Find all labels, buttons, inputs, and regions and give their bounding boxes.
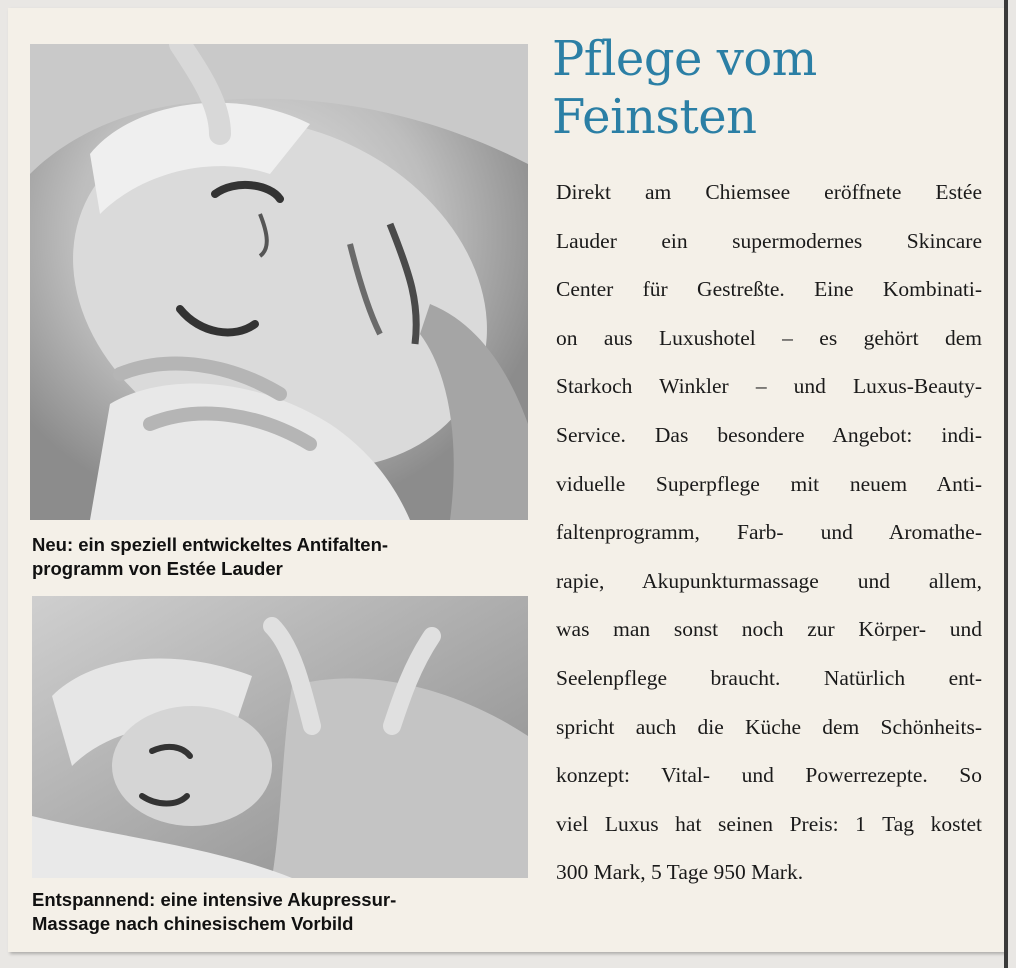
- article-body-line: konzept: Vital- und Powerrezepte. So: [556, 763, 982, 788]
- article-body-line: on aus Luxushotel – es gehört dem: [556, 325, 982, 350]
- page-edge: [1004, 0, 1008, 968]
- massage-photo: [32, 596, 528, 878]
- facial-treatment-photo: [30, 44, 528, 520]
- article-body-line: faltenprogramm, Farb- und Aromathe-: [556, 520, 982, 545]
- article-body-line: spricht auch die Küche dem Schönheits-: [556, 714, 982, 739]
- facial-treatment-illustration: [30, 44, 528, 520]
- massage-illustration: [32, 596, 528, 878]
- article-body-line: viel Luxus hat seinen Preis: 1 Tag kostet: [556, 811, 982, 836]
- article-body-line: viduelle Superpflege mit neuem Anti-: [556, 471, 982, 496]
- article-body-line: Lauder ein supermodernes Skincare: [556, 228, 982, 253]
- article-body-line: Service. Das besondere Angebot: indi-: [556, 422, 982, 447]
- article-body-line: rapie, Akupunkturmassage und allem,: [556, 568, 982, 593]
- photo-caption-bottom: Entspannend: eine intensive Akupressur- Massage nach chinesischem Vorbild: [32, 889, 397, 934]
- article-body-line: 300 Mark, 5 Tage 950 Mark.: [556, 860, 804, 885]
- article-body-line: was man sonst noch zur Körper- und: [556, 617, 982, 642]
- photo-caption-top: Neu: ein speziell entwickeltes Antifalten- programm von Estée Lauder: [32, 534, 389, 579]
- article-title: Pflege vom Feinsten: [552, 31, 817, 145]
- article-body-line: Direkt am Chiemsee eröffnete Estée: [556, 180, 982, 204]
- article-body-line: Starkoch Winkler – und Luxus-Beauty-: [556, 374, 982, 399]
- article-body: [556, 168, 982, 897]
- article-body-line: Center für Gestreßte. Eine Kombinati-: [556, 277, 982, 302]
- article-body-line: Seelenpflege braucht. Natürlich ent-: [556, 665, 982, 690]
